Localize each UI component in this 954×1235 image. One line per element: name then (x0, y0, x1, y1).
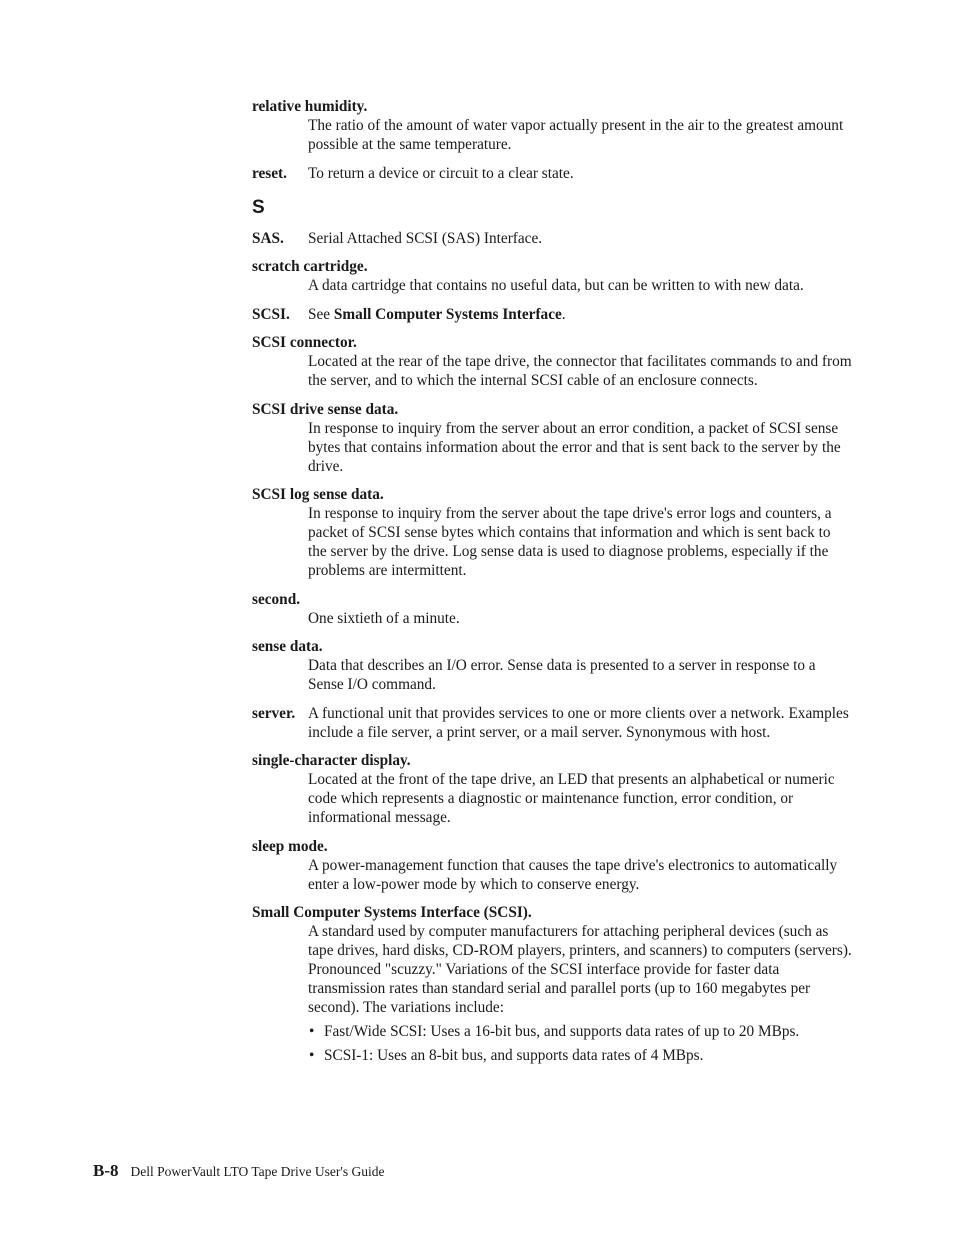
glossary-term: sense data. (252, 638, 323, 655)
glossary-term: SCSI drive sense data. (252, 400, 399, 418)
glossary-entry-sas (252, 229, 852, 248)
glossary-definition: In response to inquiry from the server about an error condition, a packet of SCSI sense bytes that contains information about the error and that is sent back to the server by the drive. (308, 419, 841, 475)
glossary-definition (252, 922, 852, 1065)
sentence-end: . (561, 305, 566, 323)
glossary-entry-single-character-display (252, 751, 852, 827)
glossary-term: sleep mode. (252, 837, 328, 855)
glossary-page (252, 97, 852, 1075)
glossary-definition: A data cartridge that contains no useful data, but can be written to with new data. (308, 277, 804, 294)
glossary-term: server. (252, 704, 296, 722)
glossary-entry-scsi-log-sense-data (252, 485, 852, 580)
glossary-definition: A power-management function that causes the tape drive's electronics to automatically enter a low-power mode by which to conserve energy. (308, 856, 838, 893)
list-item-text: SCSI-1: Uses an 8-bit bus, and supports data rates of 4 MBps. (324, 1047, 704, 1064)
glossary-term: SCSI log sense data. (252, 486, 384, 503)
document-title: Dell PowerVault LTO Tape Drive User's Guide (130, 1164, 385, 1179)
page-footer (93, 1161, 384, 1181)
glossary-entry-scsi-connector (252, 333, 852, 390)
glossary-term: scratch cartridge. (252, 258, 368, 275)
list-item (308, 1046, 852, 1065)
definition-text: A standard used by computer manufacturers for attaching peripheral devices (such as tape drives, hard disks, CD-ROM players, printers, and scanners) to computers (servers). Pronounced "scuzzy." Variations of the SCSI interface provide for faster data transmission rates than standard serial and parallel ports (up to 160 megabytes per second). The variations include: (308, 923, 852, 1016)
glossary-term: SCSI connector. (252, 334, 357, 351)
glossary-term: single-character display. (252, 752, 411, 769)
glossary-term: relative humidity. (252, 98, 368, 115)
glossary-definition: A functional unit that provides services to one or more clients over a network. Examples include a file server, a print server, or a mail server. Synonymous with host. (308, 704, 849, 741)
glossary-entry-small-computer-systems-interface (252, 903, 852, 1065)
glossary-term: reset. (252, 164, 287, 182)
glossary-definition: Serial Attached SCSI (SAS) Interface. (308, 229, 543, 247)
glossary-definition: One sixtieth of a minute. (308, 609, 460, 627)
glossary-definition (308, 305, 852, 324)
glossary-term: second. (252, 590, 301, 608)
glossary-entry-second (252, 590, 852, 628)
glossary-term: SAS. (252, 229, 284, 247)
glossary-entry-server (252, 704, 852, 742)
bullet-icon: • (309, 1047, 315, 1064)
glossary-definition: In response to inquiry from the server about the tape drive's error logs and counters, a packet of SCSI sense bytes which contains that information and which is sent back to the server by the drive. Log sense data is used to diagnose problems, especially if the problems are intermittent. (308, 505, 832, 579)
glossary-entry-relative-humidity (252, 97, 852, 154)
list-item (308, 1022, 852, 1041)
glossary-term: Small Computer Systems Interface (SCSI). (252, 904, 532, 921)
page-number: B-8 (93, 1161, 119, 1180)
bullet-icon: • (309, 1023, 315, 1040)
see-label: See (308, 305, 331, 323)
glossary-entry-scsi-drive-sense-data (252, 400, 852, 476)
glossary-definition: Data that describes an I/O error. Sense data is presented to a server in response to a Sense I/O command. (308, 657, 816, 693)
list-item-text: Fast/Wide SCSI: Uses a 16-bit bus, and supports data rates of up to 20 MBps. (324, 1023, 800, 1040)
glossary-entry-scsi (252, 305, 852, 324)
section-heading: S (252, 196, 265, 218)
glossary-entry-sleep-mode (252, 837, 852, 894)
cross-reference-link[interactable]: Small Computer Systems Interface (333, 305, 562, 323)
variation-list (308, 1022, 852, 1065)
glossary-entry-reset (252, 164, 852, 183)
glossary-definition: Located at the rear of the tape drive, the connector that facilitates commands to and from the server, and to which the internal SCSI cable of an enclosure connects. (308, 353, 852, 389)
glossary-entry-sense-data (252, 637, 852, 694)
glossary-definition: The ratio of the amount of water vapor actually present in the air to the greatest amount possible at the same temperature. (308, 117, 844, 153)
glossary-definition: To return a device or circuit to a clear state. (308, 164, 574, 182)
glossary-entry-scratch-cartridge (252, 257, 852, 295)
glossary-term: SCSI. (252, 305, 290, 323)
glossary-definition: Located at the front of the tape drive, an LED that presents an alphabetical or numeric code which represents a diagnostic or maintenance function, error condition, or informational message. (308, 771, 835, 826)
